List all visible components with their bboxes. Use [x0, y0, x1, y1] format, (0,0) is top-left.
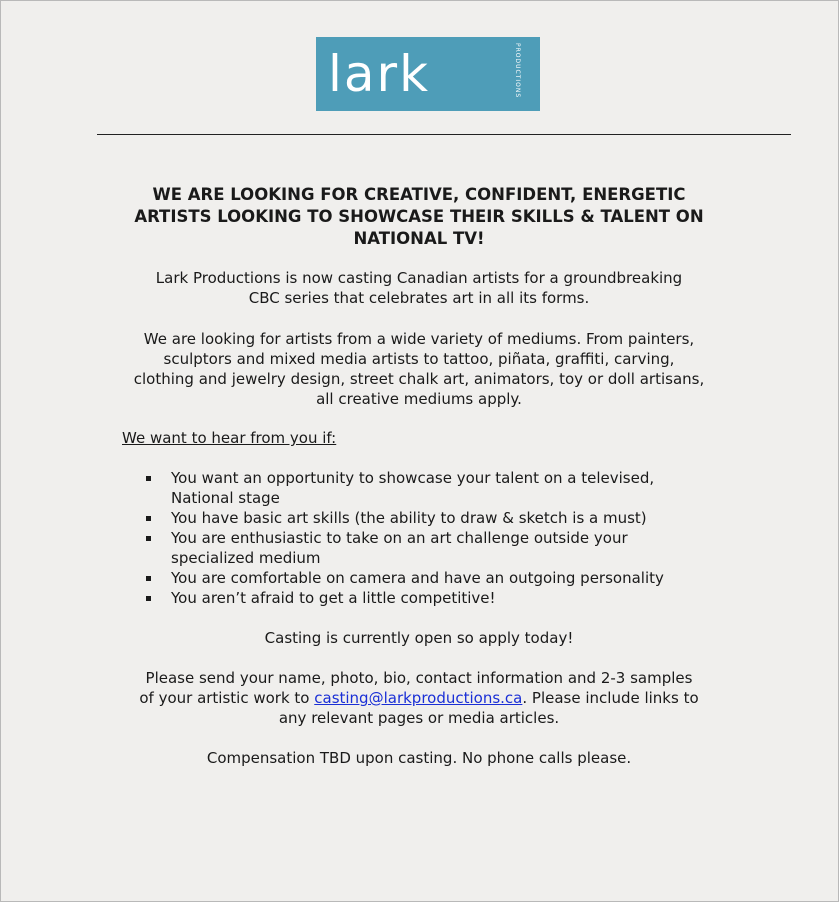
list-item-text: You aren’t afraid to get a little competitive!	[171, 589, 496, 607]
bullet-icon	[146, 536, 151, 541]
list-item	[100, 528, 738, 568]
headline-line: ARTISTS LOOKING TO SHOWCASE THEIR SKILLS & TALENT ON	[134, 207, 704, 226]
list-item	[100, 568, 738, 588]
list-item	[100, 508, 738, 528]
intro-line: Lark Productions is now casting Canadian artists for a groundbreaking	[155, 269, 683, 287]
headline	[100, 184, 738, 250]
email-link[interactable]: casting@larkproductions.ca	[314, 689, 523, 707]
casting-open-text: Casting is currently open so apply today!	[264, 629, 574, 647]
bullet-icon	[146, 516, 151, 521]
list-item	[100, 588, 738, 608]
list-item-text: National stage	[171, 489, 280, 507]
apply-paragraph	[100, 668, 738, 728]
list-item-text: You have basic art skills (the ability to draw & sketch is a must)	[171, 509, 647, 527]
mediums-line: We are looking for artists from a wide variety of mediums. From painters,	[143, 330, 695, 348]
intro-line: CBC series that celebrates art in all its forms.	[248, 289, 590, 307]
bullet-icon	[146, 596, 151, 601]
header-divider	[97, 134, 791, 135]
lark-productions-logo	[316, 37, 540, 111]
list-item-text: You want an opportunity to showcase your talent on a televised,	[171, 469, 655, 487]
compensation-text: Compensation TBD upon casting. No phone calls please.	[206, 749, 632, 767]
requirements-list	[100, 468, 738, 608]
list-item-text: You are enthusiastic to take on an art challenge outside your	[171, 529, 628, 547]
mediums-paragraph	[100, 329, 738, 409]
want-heading: We want to hear from you if:	[122, 429, 337, 447]
mediums-line: all creative mediums apply.	[316, 390, 522, 408]
flyer-content	[100, 184, 738, 768]
logo-wordmark: lark	[328, 45, 431, 103]
logo-subtext: PRODUCTIONS	[514, 43, 521, 99]
list-item	[100, 468, 738, 508]
list-item-text: You are comfortable on camera and have an outgoing personality	[171, 569, 664, 587]
apply-line: any relevant pages or media articles.	[278, 709, 560, 727]
headline-line: WE ARE LOOKING FOR CREATIVE, CONFIDENT, ENERGETIC	[152, 185, 686, 204]
list-item-text: specialized medium	[171, 549, 321, 567]
mediums-line: sculptors and mixed media artists to tattoo, piñata, graffiti, carving,	[163, 350, 675, 368]
mediums-line: clothing and jewelry design, street chalk art, animators, toy or doll artisans,	[133, 370, 705, 388]
apply-line: . Please include links to	[522, 689, 699, 707]
bullet-icon	[146, 576, 151, 581]
intro-paragraph	[100, 268, 738, 308]
headline-line: NATIONAL TV!	[353, 229, 485, 248]
bullet-icon	[146, 476, 151, 481]
apply-line: of your artistic work to	[139, 689, 315, 707]
apply-line: Please send your name, photo, bio, contact information and 2-3 samples	[145, 669, 693, 687]
